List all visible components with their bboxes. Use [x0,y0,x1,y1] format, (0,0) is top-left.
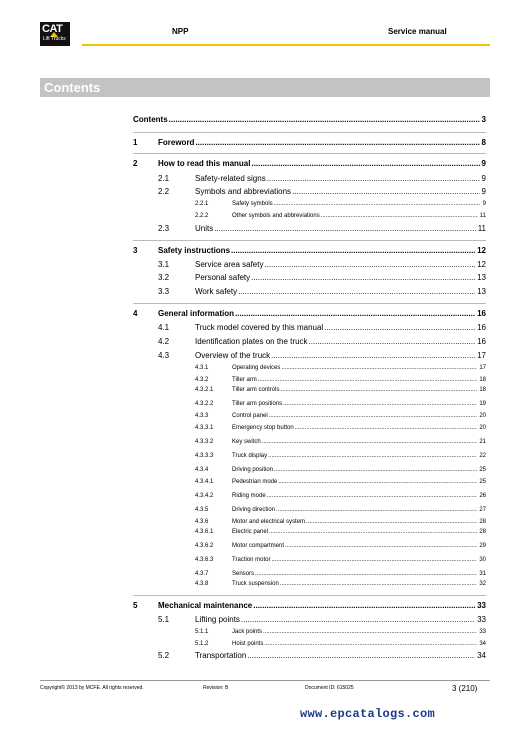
toc-entry-page: 34 [477,651,486,660]
toc-entry-page: 20 [479,425,486,431]
toc-entry-number: 5.1.2 [195,641,209,647]
toc-entry-label: Truck display [232,453,268,459]
toc-entry-label: Jack points [232,629,263,635]
toc-entry-page: 29 [479,543,486,549]
toc-entry[interactable] [0,650,486,662]
toc-entry-page: 30 [479,557,486,563]
toc-entry-number: 4.3.2.1 [195,387,214,393]
toc-entry-number: 2.2.1 [195,201,209,207]
toc-entry[interactable] [0,210,486,222]
toc-leader-dots [267,173,480,185]
toc-entry[interactable] [0,272,486,284]
toc-entry-number: 4.3.6 [195,519,209,525]
footer-copyright: Copyright© 2013 by MCFE. All rights reserved. [40,685,144,691]
toc-entry-page: 11 [479,213,486,219]
toc-leader-dots [267,490,478,502]
toc-entry-page: 9 [481,159,486,168]
toc-leader-dots [251,272,475,284]
toc-entry-page: 25 [479,479,486,485]
toc-leader-dots [241,614,475,626]
toc-entry-number: 2.2.2 [195,213,209,219]
toc-entry-label: Motor compartment [232,543,285,549]
toc-entry[interactable] [0,540,486,552]
toc-entry-number: 3 [133,246,138,255]
toc-entry-page: 19 [479,401,486,407]
toc-leader-dots [292,186,479,198]
section-rule [133,240,486,241]
toc-entry[interactable] [0,476,486,488]
toc-entry-label: Control panel [232,413,268,419]
toc-entry[interactable] [0,526,486,538]
toc-entry-page: 33 [477,601,486,610]
toc-entry-page: 21 [479,439,486,445]
toc-entry[interactable] [0,137,486,149]
toc-entry-page: 22 [479,453,486,459]
toc-leader-dots [251,158,479,170]
toc-leader-dots [231,245,475,257]
toc-entry[interactable] [0,554,486,566]
toc-entry-page: 28 [479,529,486,535]
toc-entry-label: Mechanical maintenance [158,601,253,610]
toc-entry-label: Identification plates on the truck [195,337,308,346]
toc-entry-label: Symbols and abbreviations [195,187,292,196]
section-title: Contents [44,80,101,95]
toc-entry[interactable] [0,490,486,502]
toc-entry-page: 9 [482,201,486,207]
toc-entry-label: Traction motor [232,557,271,563]
toc-entry[interactable] [0,173,486,185]
section-rule [133,132,486,133]
toc-entry-page: 13 [477,273,486,282]
toc-entry-number: 2.3 [158,224,170,233]
toc-entry-page: 25 [479,467,486,473]
toc-entry-number: 4 [133,309,138,318]
toc-entry[interactable] [0,198,486,210]
toc-entry-number: 4.1 [158,323,170,332]
footer-revision: Revision: B [203,685,229,691]
toc-leader-dots [285,540,477,552]
toc-entry-page: 28 [479,519,486,525]
toc-leader-dots [280,384,477,396]
section-rule [133,595,486,596]
toc-entry[interactable] [0,223,486,235]
toc-leader-dots [281,362,477,374]
toc-entry-page: 33 [479,629,486,635]
toc-entry-label: Sensors [232,571,255,577]
logo-text: CAT [42,23,63,35]
toc-entry-number: 1 [133,138,138,147]
toc-entry[interactable] [0,600,486,612]
toc-entry-page: 8 [481,138,486,147]
toc-entry-number: 4.3.7 [195,571,209,577]
toc-entry-label: Truck model covered by this manual [195,323,324,332]
toc-leader-dots [274,464,477,476]
toc-entry-label: Safety instructions [158,246,231,255]
toc-entry-page: 12 [477,260,486,269]
toc-entry-number: 4.3.3.3 [195,453,214,459]
toc-entry-number: 4.3.4.2 [195,493,214,499]
toc-entry-number: 4.3.3.2 [195,439,214,445]
toc-entry-page: 9 [481,187,486,196]
toc-entry-label: Contents [133,115,168,124]
toc-entry-page: 16 [477,309,486,318]
toc-entry-label: General information [158,309,235,318]
toc-entry-number: 4.3.8 [195,581,209,587]
toc-entry-page: 18 [479,377,486,383]
toc-entry-number: 3.1 [158,260,170,269]
toc-entry-number: 2.2 [158,187,170,196]
toc-entry-label: Foreword [158,138,195,147]
footer-page: 3 (210) [452,684,478,693]
toc-entry-label: Transportation [195,651,247,660]
toc-entry-number: 4.3.6.2 [195,543,214,549]
toc-entry[interactable] [0,384,486,396]
toc-entry-page: 12 [477,246,486,255]
toc-leader-dots [283,398,477,410]
toc-leader-dots [321,210,478,222]
toc-entry[interactable] [0,350,486,362]
toc-entry[interactable] [0,450,486,462]
toc-entry-number: 4.3.6.1 [195,529,214,535]
toc-entry-number: 4.3.4 [195,467,209,473]
toc-entry[interactable] [0,286,486,298]
toc-entry-page: 11 [477,224,486,233]
toc-entry-label: Truck suspension [232,581,279,587]
toc-entry-number: 4.3.4.1 [195,479,214,485]
toc-entry-number: 4.3.6.3 [195,557,214,563]
toc-entry[interactable] [0,464,486,476]
toc-entry-page: 31 [479,571,486,577]
toc-entry[interactable] [0,436,486,448]
toc-entry-page: 34 [479,641,486,647]
toc-entry-number: 4.3 [158,351,170,360]
toc-leader-dots [214,223,475,235]
toc-entry-number: 3.2 [158,273,170,282]
toc-entry-number: 4.2 [158,337,170,346]
toc-entry-label: Overview of the truck [195,351,271,360]
toc-entry[interactable] [0,336,486,348]
toc-leader-dots [269,410,478,422]
toc-entry[interactable] [0,398,486,410]
logo-subtext: Lift Trucks [43,36,66,42]
toc-entry-page: 32 [479,581,486,587]
toc-entry-label: Motor and electrical system [232,519,306,525]
toc-entry-label: Emergency stop button [232,425,294,431]
toc-entry[interactable] [0,504,486,516]
toc-entry-page: 18 [479,387,486,393]
toc-leader-dots [247,650,475,662]
toc-entry[interactable] [0,322,486,334]
toc-entry-label: Safety symbols [232,201,273,207]
toc-leader-dots [268,450,477,462]
watermark: www.epcatalogs.com [300,707,436,721]
toc-leader-dots [278,476,477,488]
toc-leader-dots [238,286,475,298]
toc-entry-number: 5.1 [158,615,170,624]
toc-entry-page: 16 [477,337,486,346]
toc-entry-label: Tiller arm [232,377,257,383]
toc-entry-page: 17 [477,351,486,360]
toc-entry[interactable] [0,638,486,650]
toc-entry-label: Driving position [232,467,274,473]
section-rule [133,153,486,154]
toc-leader-dots [235,308,475,320]
toc-leader-dots [309,336,476,348]
toc-entry-number: 2.1 [158,174,170,183]
toc-leader-dots [324,322,475,334]
toc-leader-dots [264,638,477,650]
toc-leader-dots [169,114,480,126]
toc-leader-dots [253,600,475,612]
footer-document-id: Document ID: 615025 [305,685,354,691]
toc-entry-page: 16 [477,323,486,332]
toc-entry-label: Units [195,224,214,233]
toc-entry[interactable] [0,114,486,126]
toc-leader-dots [274,198,481,210]
toc-entry-number: 4.3.2.2 [195,401,214,407]
toc-entry-number: 5.1.1 [195,629,209,635]
toc-entry-label: Operating devices [232,365,281,371]
toc-entry-label: Tiller arm positions [232,401,283,407]
doc-type: Service manual [388,27,447,36]
toc-entry[interactable] [0,626,486,638]
toc-entry-label: Riding mode [232,493,266,499]
toc-entry-page: 17 [479,365,486,371]
toc-entry-label: Driving direction [232,507,276,513]
toc-leader-dots [295,422,478,434]
toc-entry-label: Personal safety [195,273,251,282]
toc-entry-label: Hoist points [232,641,264,647]
toc-entry-number: 5.2 [158,651,170,660]
toc-entry-label: How to read this manual [158,159,251,168]
toc-entry[interactable] [0,362,486,374]
footer-rule [40,680,490,681]
toc-entry[interactable] [0,578,486,590]
toc-entry-number: 2 [133,159,138,168]
toc-entry-page: 13 [477,287,486,296]
doc-code: NPP [172,27,189,36]
toc-entry-number: 3.3 [158,287,170,296]
toc-leader-dots [271,554,477,566]
toc-leader-dots [280,578,478,590]
toc-entry-number: 4.3.3 [195,413,209,419]
toc-entry[interactable] [0,614,486,626]
toc-leader-dots [262,436,478,448]
toc-entry-label: Other symbols and abbreviations [232,213,320,219]
toc-entry[interactable] [0,422,486,434]
toc-entry-label: Pedestrian mode [232,479,278,485]
toc-entry[interactable] [0,410,486,422]
toc-entry-label: Key switch [232,439,261,445]
toc-leader-dots [195,137,479,149]
toc-entry-page: 33 [477,615,486,624]
toc-entry-number: 4.3.1 [195,365,209,371]
section-rule [133,303,486,304]
toc-entry-page: 9 [481,174,486,183]
toc-entry-label: Work safety [195,287,238,296]
toc-entry-label: Electric panel [232,529,269,535]
toc-leader-dots [271,350,475,362]
toc-entry-number: 4.3.2 [195,377,209,383]
toc-leader-dots [269,526,477,538]
toc-entry-page: 26 [479,493,486,499]
toc-entry-label: Tiller arm controls [232,387,280,393]
toc-entry-number: 4.3.5 [195,507,209,513]
toc-entry-label: Safety-related signs [195,174,266,183]
toc-entry[interactable] [0,186,486,198]
toc-entry[interactable] [0,245,486,257]
toc-entry-number: 4.3.3.1 [195,425,214,431]
toc-entry[interactable] [0,308,486,320]
toc-leader-dots [263,626,477,638]
toc-entry-page: 20 [479,413,486,419]
toc-leader-dots [264,259,475,271]
toc-entry[interactable] [0,158,486,170]
toc-entry[interactable] [0,259,486,271]
toc-entry-page: 3 [481,115,486,124]
toc-entry-number: 5 [133,601,138,610]
toc-entry-label: Lifting points [195,615,240,624]
toc-entry-label: Service area safety [195,260,264,269]
toc-entry-page: 27 [479,507,486,513]
toc-leader-dots [276,504,477,516]
